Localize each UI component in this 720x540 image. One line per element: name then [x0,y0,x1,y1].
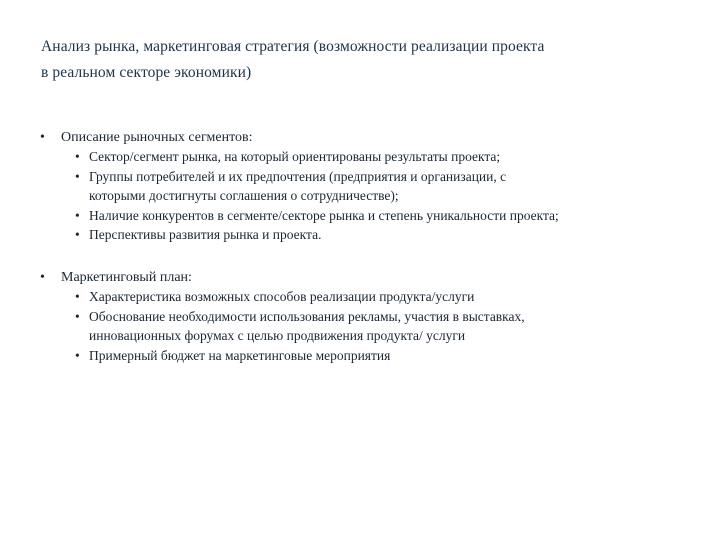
list-item-text-continued: которыми достигнуты соглашения о сотрудничестве); [89,188,399,203]
list-item-text: Перспективы развития рынка и проекта. [89,227,322,242]
list-item [0,167,720,206]
sub-list [0,147,720,245]
bullet-icon: • [75,308,80,324]
bullet-icon: • [75,207,80,223]
bullet-icon: • [75,289,80,304]
bullet-icon: • [40,270,45,285]
bullet-icon: • [75,168,80,184]
list-item-text: Сектор/сегмент рынка, на который ориентированы результаты проекта; [89,149,501,164]
bullet-icon: • [40,130,45,145]
list-item-text: Наличие конкурентов в сегменте/секторе рынка и степень уникальности проекта; [89,207,559,223]
section-heading [0,128,720,147]
list-item [0,346,720,366]
list-item [0,287,720,307]
list-item-text: Группы потребителей и их предпочтения (предприятия и организации, с [89,168,507,184]
list-item [0,206,720,226]
list-item-text: Характеристика возможных способов реализации продукта/услуги [89,289,475,304]
list-item-text-continued: инновационных форумах с целью продвижения продукта/ услуги [89,328,466,343]
section-heading-text: Маркетинговый план: [61,270,192,285]
bullet-icon: • [75,227,80,242]
section-heading-text: Описание рыночных сегментов: [61,130,253,145]
bullet-icon: • [75,149,80,164]
sub-list [0,287,720,365]
list-item [0,307,720,346]
list-item-text: Обоснование необходимости использования рекламы, участия в выставках, [89,308,525,324]
list-item-text: Примерный бюджет на маркетинговые мероприятия [89,347,391,363]
bullet-icon: • [75,347,80,363]
list-item [0,147,720,167]
section-market-segments [0,128,720,245]
slide-title [41,34,691,86]
list-item [0,225,720,245]
slide-title-line-2: в реальном секторе экономики) [41,64,252,81]
section-marketing-plan [0,268,720,365]
section-heading [0,268,720,287]
slide-title-line-1: Анализ рынка, маркетинговая стратегия (возможности реализации проекта [41,38,545,55]
